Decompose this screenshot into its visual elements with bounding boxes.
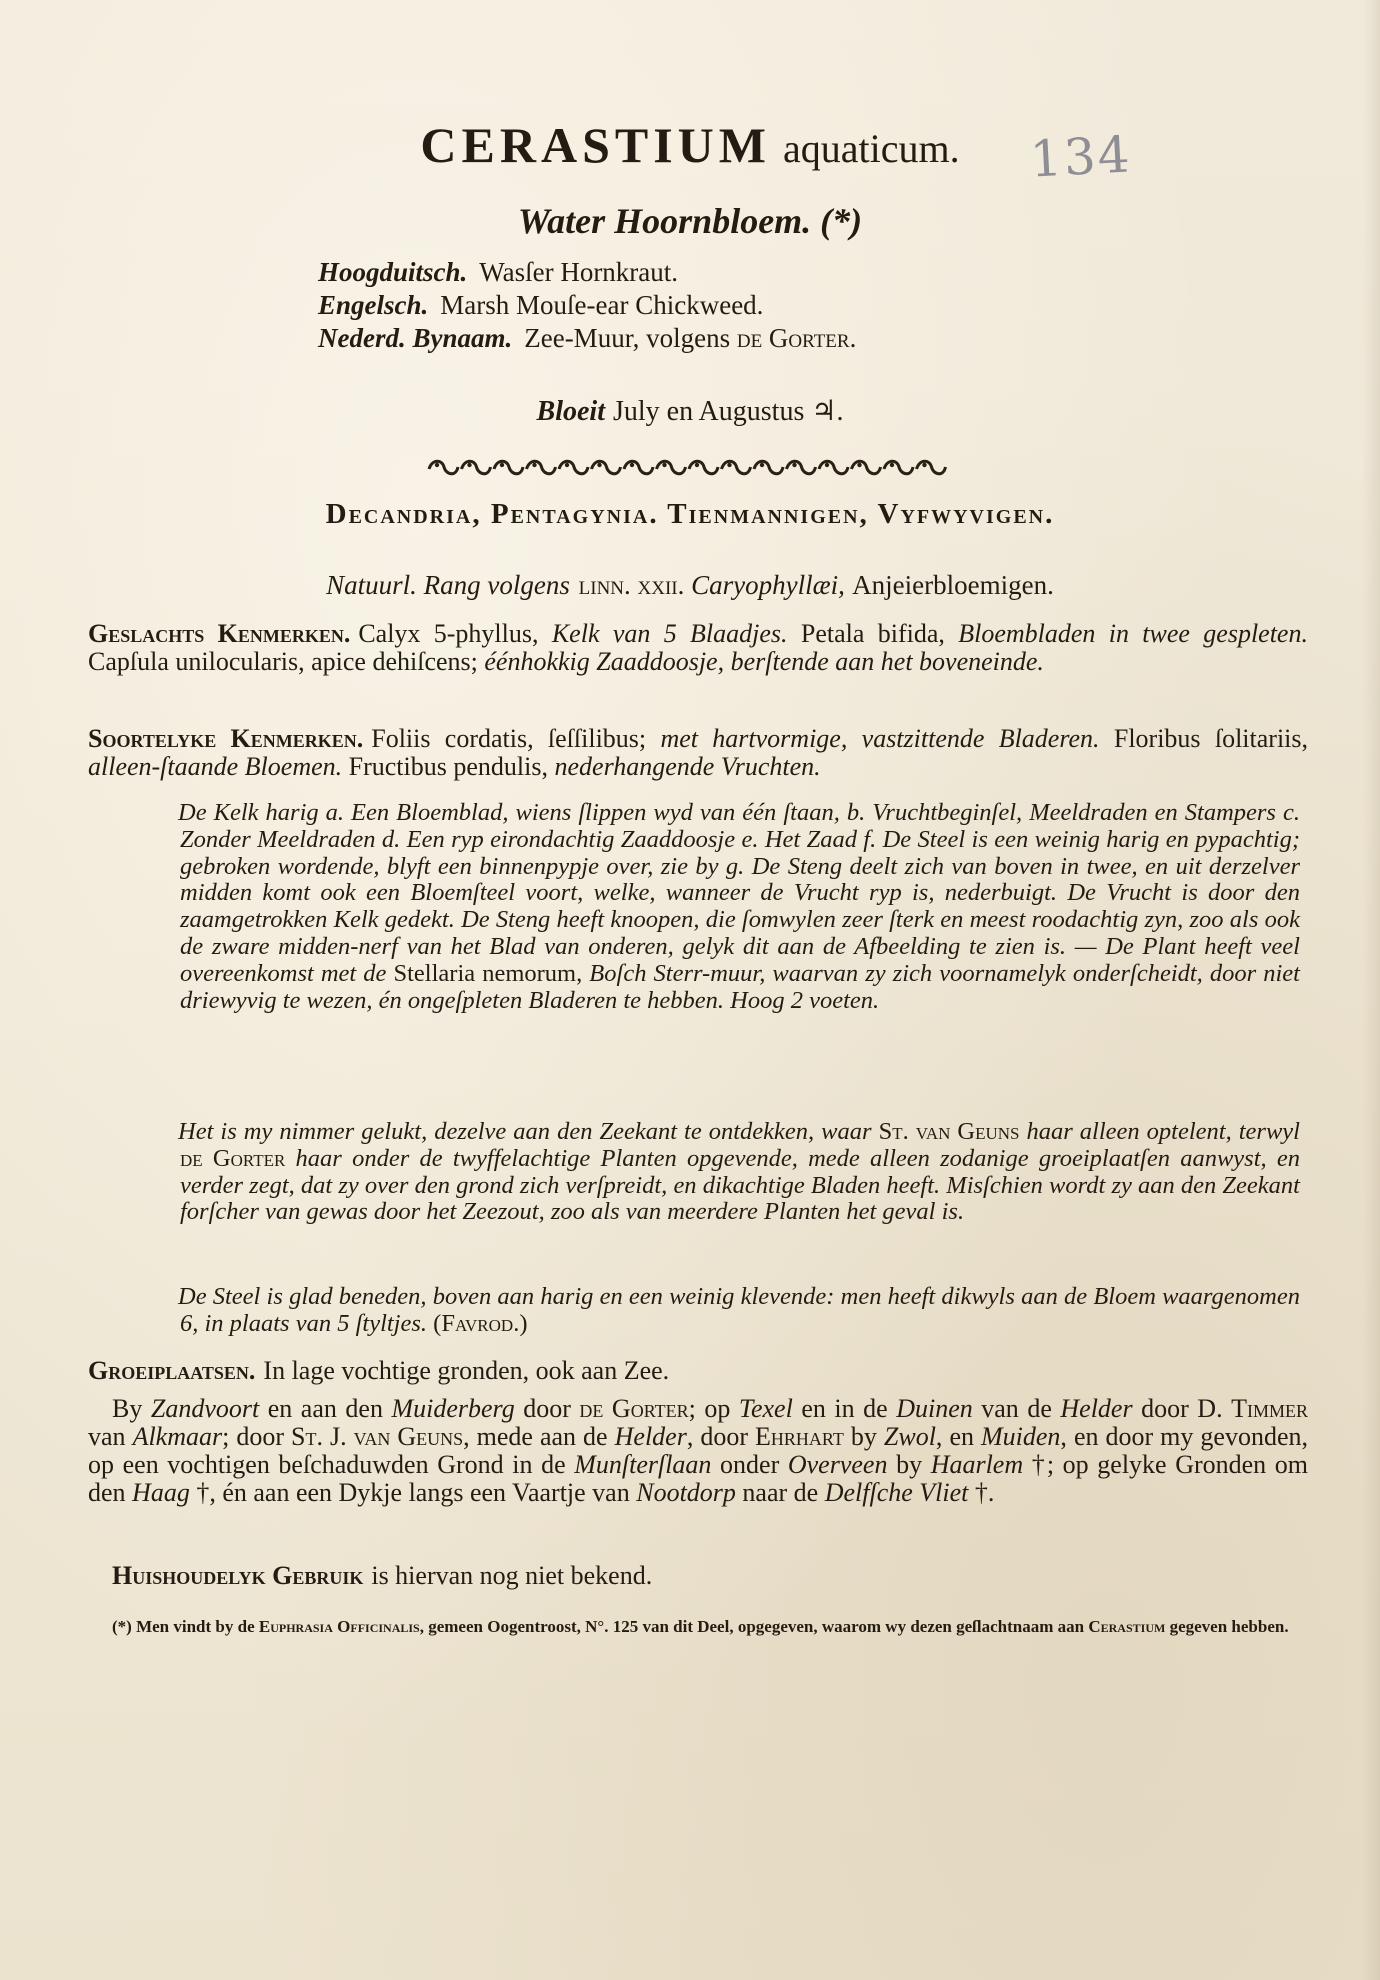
- dutch-text: éénhokkig Zaaddoosje, berſtende aan het boveneinde.: [484, 647, 1044, 676]
- habitat-remark: [180, 1119, 1300, 1226]
- page-edge-shading: [1362, 0, 1380, 1980]
- flowering-period: [0, 394, 1380, 428]
- localities-text: by: [843, 1422, 884, 1451]
- localities-text: en aan den: [259, 1394, 392, 1423]
- dutch-text: alleen-ſtaande Bloemen.: [88, 752, 343, 781]
- footnote-text: gegeven hebben.: [1165, 1617, 1289, 1636]
- localities-text: , en: [935, 1422, 981, 1451]
- localities-text: Timmer: [1231, 1394, 1308, 1423]
- growing-places: [88, 1357, 1308, 1385]
- localities-text: ; door: [222, 1422, 292, 1451]
- localities-text: Ehrhart: [755, 1422, 844, 1451]
- localities-text: , mede aan de: [463, 1422, 615, 1451]
- dutch-text: Bloembladen in twee gespleten.: [958, 619, 1308, 648]
- description-text: Boſch Sterr-muur, waarvan zy zich voornamelyk onderſcheidt, door niet driewyvig te wezen, én ongeſpleten Bladeren te hebben. Hoog 2 voeten.: [180, 959, 1300, 1014]
- author-name: de Gorter.: [736, 323, 857, 353]
- common-name: Zee-Muur, volgens: [524, 323, 731, 353]
- place-name: Nootdorp: [636, 1478, 736, 1507]
- common-name: Wasſer Hornkraut.: [479, 257, 679, 287]
- plate-description: [180, 800, 1300, 1014]
- place-name: Zandvoort: [150, 1394, 260, 1423]
- ornament-scroll: [917, 461, 946, 474]
- localities-text: St. J. van Geuns: [291, 1422, 464, 1451]
- flowering-text: July en Augustus ♃.: [613, 396, 844, 427]
- ornament-dot: [825, 463, 829, 467]
- common-name: Marsh Mouſe-ear Chickweed.: [440, 290, 764, 320]
- localities-text: de Gorter: [579, 1394, 689, 1423]
- stem-remark: [180, 1284, 1300, 1338]
- ornament-dot: [857, 463, 861, 467]
- description-text: Het is my nimmer gelukt, dezelve aan den Zeekant te ontdekken, waar: [178, 1118, 879, 1145]
- place-name: Overveen: [787, 1450, 888, 1479]
- section-heading: Soortelyke Kenmerken.: [88, 724, 364, 753]
- ornament-dot: [662, 463, 666, 467]
- localities-text: †; op gelyke Gronden om den: [88, 1450, 1308, 1507]
- place-name: Munſterſlaan: [574, 1450, 712, 1479]
- species-name: aquaticum.: [782, 126, 960, 171]
- author-name: de Gorter: [180, 1144, 286, 1172]
- generic-characters: [88, 620, 1308, 676]
- growing-places-text: In lage vochtige gronden, ook aan Zee.: [263, 1356, 670, 1385]
- localities-text: onder: [711, 1450, 788, 1479]
- ornament-scroll: [559, 461, 588, 474]
- ornament-scroll: [722, 461, 751, 474]
- flowering-label: Bloeit: [536, 396, 605, 427]
- author-name: (Favrod.): [433, 1309, 528, 1337]
- language-label: Engelsch.: [318, 290, 429, 320]
- ornament-dot: [630, 463, 634, 467]
- ornament-scroll: [429, 461, 458, 474]
- footnote: [112, 1616, 1290, 1638]
- section-heading: Groeiplaatsen.: [88, 1356, 256, 1385]
- localities-text: door: [514, 1394, 580, 1423]
- linnaean-classification: Decandria, Pentagynia. Tienmannigen, Vyfwyvigen.: [325, 498, 1055, 530]
- place-name: Muiden: [981, 1422, 1061, 1451]
- household-use-text: is hiervan nog niet bekend.: [371, 1561, 653, 1590]
- ornamental-divider: [425, 456, 955, 480]
- common-names-list: [318, 256, 856, 355]
- section-heading: Huishoudelyk Gebruik: [112, 1561, 364, 1590]
- plant-name: Euphrasia Officinalis: [258, 1617, 420, 1636]
- ornament-scroll: [787, 461, 816, 474]
- localities: [88, 1395, 1308, 1507]
- dutch-text: met hartvormige, vastzittende Bladeren.: [660, 724, 1100, 753]
- ornament-scroll: [592, 461, 621, 474]
- latin-text: Capſula unilocularis, apice dehiſcens;: [88, 647, 485, 676]
- ornament-dot: [922, 463, 926, 467]
- place-name: Duinen: [896, 1394, 973, 1423]
- family-latin: Caryophyllæi,: [691, 570, 845, 600]
- ornament-dot: [597, 463, 601, 467]
- place-name: Haag: [132, 1478, 190, 1507]
- ornament-scroll: [624, 461, 653, 474]
- latin-text: Foliis cordatis, ſeſſilibus;: [371, 724, 661, 753]
- place-name: Texel: [738, 1394, 793, 1423]
- place-name: Muiderberg: [391, 1394, 515, 1423]
- dutch-text: Kelk van 5 Blaadjes.: [551, 619, 788, 648]
- localities-text: van de: [972, 1394, 1061, 1423]
- ornament-scroll: [852, 461, 881, 474]
- ornament-scroll: [494, 461, 523, 474]
- natural-rank: [0, 570, 1380, 601]
- place-name: Helder: [1060, 1394, 1133, 1423]
- family-dutch: Anjeierbloemigen.: [852, 570, 1054, 600]
- language-label: Nederd. Bynaam.: [318, 323, 513, 353]
- ornament-dot: [695, 463, 699, 467]
- ornament-dot: [435, 463, 439, 467]
- rank-author: linn. xxii.: [578, 570, 685, 600]
- latin-name: Stellaria nemorum,: [393, 959, 583, 987]
- localities-text: van: [88, 1422, 133, 1451]
- ornament-scroll: [462, 461, 491, 474]
- description-text: De Kelk harig a. Een Bloemblad, wiens ſlippen wyd van één ſtaan, b. Vruchtbeginſel, Meeldraden en Stampers c. Zonder Meeldraden d. Een ryp eirondachtig Zaaddoosje e. Het Zaad f. De Steel is een weinig harig en pypachtig; gebroken wordende, blyft een binnenpypje over, zie by g. De Steng deelt zich van boven in twee, en uit derzelver midden komt ook een Bloemſteel voort, welke, wanneer de Vrucht ryp is, nederbuigt. De Vrucht is door den zaamgetrokken Kelk gedekt. De Steng heeft knoopen, die ſomwylen zeer ſterk en meest roodachtig zyn, zoo als ook de zware midden-nerf van het Blad van onderen, gelyk dit aan de Afbeelding te zien is. — De Plant heeft veel overeenkomst met de: [178, 799, 1300, 987]
- localities-text: †.: [968, 1478, 995, 1507]
- latin-text: Petala bifida,: [787, 619, 959, 648]
- latin-text: Fructibus pendulis,: [342, 752, 555, 781]
- dutch-text: nederhangende Vruchten.: [554, 752, 821, 781]
- household-use: [88, 1562, 1308, 1590]
- localities-text: door D.: [1132, 1394, 1232, 1423]
- common-name-dutch: [318, 322, 856, 355]
- genus-name: CERASTIUM: [420, 117, 771, 173]
- common-name-english: [318, 289, 856, 322]
- dutch-name: Water Hoornbloem. (*): [517, 201, 863, 241]
- localities-text: en in de: [792, 1394, 897, 1423]
- ornament-scroll: [689, 461, 718, 474]
- place-name: Helder: [614, 1422, 687, 1451]
- author-name: St. van Geuns: [878, 1118, 1020, 1145]
- ornament-scroll: [657, 461, 686, 474]
- latin-text: Calyx 5-phyllus,: [358, 619, 552, 648]
- ornament-scroll: [754, 461, 783, 474]
- ornament-dot: [890, 463, 894, 467]
- species-title: [0, 116, 1380, 174]
- ornament-dot: [467, 463, 471, 467]
- localities-text: ; op: [688, 1394, 739, 1423]
- description-text: haar alleen optelent, terwyl: [1019, 1118, 1300, 1145]
- ornament-scroll: [819, 461, 848, 474]
- footnote-text: , gemeen Oogentroost, N°. 125 van dit Deel, opgegeven, waarom wy dezen geſlachtnaam aan: [419, 1617, 1089, 1636]
- localities-text: naar de: [735, 1478, 825, 1507]
- description-text: De Steel is glad beneden, boven aan harig en een weinig klevende: men heeft dikwyls aan de Bloem waargenomen 6, in plaats van 5 ſtyltjes.: [178, 1283, 1300, 1337]
- localities-text: By: [112, 1394, 151, 1423]
- specific-characters: [88, 725, 1308, 781]
- rank-label: Natuurl. Rang volgens: [326, 570, 570, 600]
- place-name: Alkmaar: [132, 1422, 223, 1451]
- latin-text: Floribus ſolitariis,: [1099, 724, 1309, 753]
- ornament-dot: [500, 463, 504, 467]
- place-name: Zwol: [883, 1422, 936, 1451]
- ornament-dot: [565, 463, 569, 467]
- common-name-german: [318, 256, 856, 289]
- description-text: haar onder de twyffelachtige Planten opgevende, mede alleen zodanige groeiplaatſen aanwyst, en verder zegt, dat zy over den grond zich verſpreidt, en dikachtige Bladen heeft. Misſchien wordt zy aan den Zeekant forſcher van gewas door het Zeezout, zoo als van meerdere Planten het geval is.: [180, 1144, 1301, 1226]
- ornament-dot: [760, 463, 764, 467]
- ornament-scroll: [527, 461, 556, 474]
- section-heading: Geslachts Kenmerken.: [88, 619, 351, 648]
- ornament-dot: [532, 463, 536, 467]
- place-name: Haarlem: [930, 1450, 1024, 1479]
- localities-text: , door: [686, 1422, 756, 1451]
- localities-text: , en door my gevonden, op een vochtigen beſchaduwden Grond in de: [88, 1422, 1308, 1479]
- place-name: Delfſche Vliet: [824, 1478, 969, 1507]
- ornament-dot: [792, 463, 796, 467]
- localities-text: †, én aan een Dykje langs een Vaartje van: [189, 1478, 637, 1507]
- localities-text: by: [887, 1450, 931, 1479]
- footnote-text: (*) Men vindt by de: [112, 1617, 259, 1636]
- handwritten-page-number: 134: [1028, 125, 1133, 189]
- language-label: Hoogduitsch.: [318, 257, 468, 287]
- plant-name: Cerastium: [1088, 1617, 1166, 1636]
- ornament-scroll: [884, 461, 913, 474]
- ornament-dot: [727, 463, 731, 467]
